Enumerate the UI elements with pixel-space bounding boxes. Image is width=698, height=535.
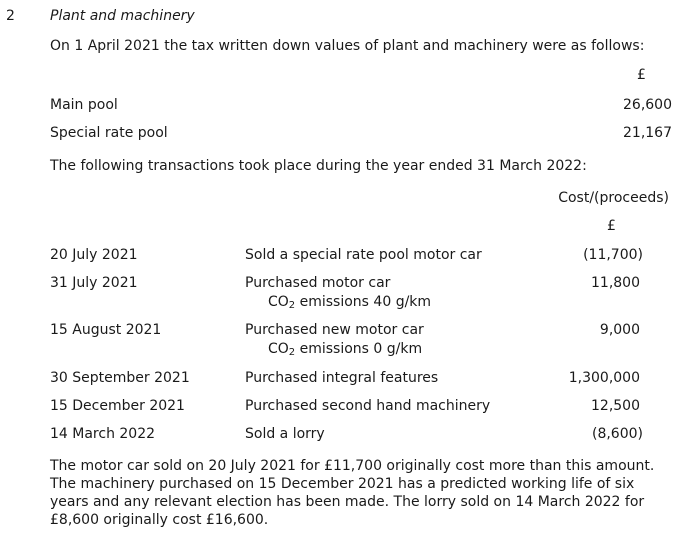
transaction-description: Purchased integral features [245,370,439,386]
transaction-date: 15 December 2021 [50,398,185,414]
transaction-date: 15 August 2021 [50,322,162,338]
co2-text: CO [268,341,289,357]
transaction-date: 20 July 2021 [50,247,138,263]
transaction-description: Purchased new motor car [245,322,424,338]
cost-header: Cost/(proceeds) [558,190,669,206]
transactions-intro: The following transactions took place during the year ended 31 March 2022: [50,158,587,174]
transaction-date: 14 March 2022 [50,426,156,442]
section-title: Plant and machinery [50,8,195,24]
transaction-amount: (8,600) [591,426,643,442]
currency-header: £ [637,67,646,83]
transaction-amount: (11,700) [583,247,643,263]
main-pool-label: Main pool [50,97,118,113]
transaction-amount: 1,300,000 [568,370,640,386]
transaction-amount: 12,500 [591,398,640,414]
closing-paragraph: The motor car sold on 20 July 2021 for £11,700 originally cost more than this amount. The machinery purchased on 15 December 2021 has a predicted working life of six years and any relevant election has been made. The lorry sold on 14 March 2022 for £8,600 originally cost £16,600. [50,458,655,528]
question-number: 2 [6,8,15,24]
transaction-date: 31 July 2021 [50,275,138,291]
co2-text: CO [268,294,289,310]
transaction-description: Purchased motor car [245,275,391,291]
special-rate-pool-value: 21,167 [623,125,672,141]
special-rate-pool-label: Special rate pool [50,125,168,141]
main-pool-value: 26,600 [623,97,672,113]
emissions-text: emissions 0 g/km [295,341,423,357]
emissions-text: emissions 40 g/km [295,294,432,310]
transaction-detail [268,293,431,315]
transaction-description: Purchased second hand machinery [245,398,491,414]
co2-subscript: 2 [288,300,296,311]
transaction-detail [268,340,422,362]
transaction-description: Sold a lorry [245,426,325,442]
transaction-description: Sold a special rate pool motor car [245,247,482,263]
transaction-amount: 11,800 [591,275,640,291]
transaction-amount: 9,000 [599,322,640,338]
co2-subscript: 2 [288,347,296,358]
cost-currency: £ [607,218,616,234]
transaction-date: 30 September 2021 [50,370,190,386]
intro-text: On 1 April 2021 the tax written down values of plant and machinery were as follows: [50,38,645,54]
